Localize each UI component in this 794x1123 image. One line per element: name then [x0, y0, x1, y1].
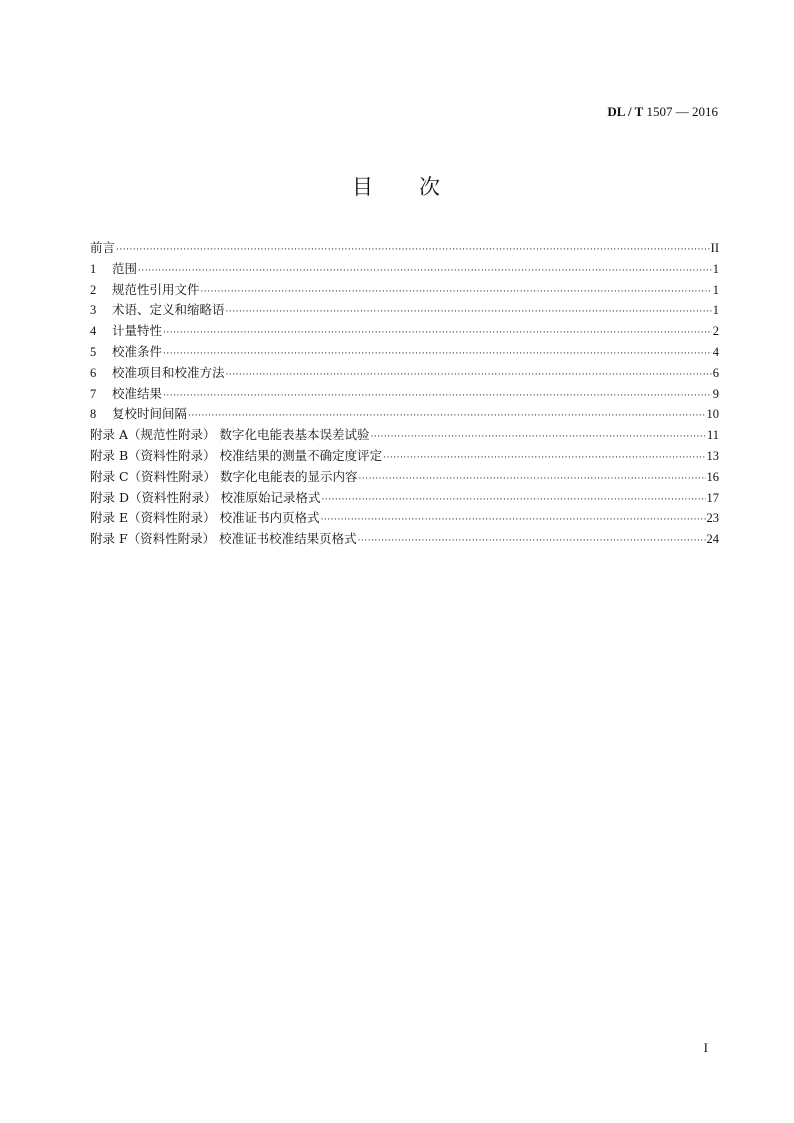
toc-entry[interactable] — [90, 508, 719, 529]
toc-dot-leader — [116, 245, 710, 255]
toc-entry-label: 附录 D（资料性附录） 校准原始记录格式 — [90, 489, 321, 505]
toc-entry[interactable] — [90, 321, 719, 342]
toc-entry[interactable] — [90, 342, 719, 363]
standard-code-number: 1507 — 2016 — [643, 104, 718, 119]
toc-entry-page: 6 — [712, 365, 719, 380]
toc-entry[interactable] — [90, 363, 719, 384]
toc-dot-leader — [321, 495, 705, 505]
toc-entry-page: 1 — [712, 303, 719, 318]
toc-entry-number: 3 — [90, 303, 97, 318]
toc-dot-leader — [370, 432, 705, 442]
toc-entry-label: 计量特性 — [112, 323, 163, 339]
toc-entry-label: 附录 C（资料性附录） 数字化电能表的显示内容 — [90, 468, 358, 484]
toc-entry-label: 附录 A（规范性附录） 数字化电能表基本误差试验 — [90, 427, 370, 443]
toc-entry-page: II — [710, 241, 719, 255]
toc-entry-number: 8 — [90, 407, 97, 422]
toc-entry[interactable] — [90, 300, 719, 321]
toc-dot-leader — [383, 453, 705, 463]
title-char-1: 目 — [352, 175, 375, 199]
toc-entry-label: 前言 — [90, 240, 116, 255]
toc-entry-number: 6 — [90, 365, 97, 380]
toc-dot-leader — [188, 411, 705, 421]
toc-entry-label: 校准结果 — [112, 385, 163, 401]
toc-dot-leader — [163, 391, 712, 401]
toc-entry-label: 校准项目和校准方法 — [112, 364, 225, 380]
standard-code — [607, 104, 718, 120]
toc-entry[interactable] — [90, 467, 719, 488]
standard-code-prefix: DL / T — [607, 104, 644, 119]
toc-dot-leader — [201, 287, 712, 297]
toc-entry[interactable] — [90, 238, 719, 259]
toc-entry[interactable] — [90, 384, 719, 405]
toc-entry[interactable] — [90, 259, 719, 280]
toc-entry-number: 2 — [90, 282, 97, 297]
toc-dot-leader — [138, 266, 712, 276]
toc-entry[interactable] — [90, 488, 719, 509]
toc-entry-page: 16 — [706, 469, 719, 484]
toc-entry[interactable] — [90, 425, 719, 446]
toc-entry-page: 1 — [712, 261, 719, 276]
toc-entry[interactable] — [90, 529, 719, 550]
toc-entry-number: 1 — [90, 261, 97, 276]
toc-entry-label: 规范性引用文件 — [112, 281, 200, 297]
toc-dot-leader — [321, 515, 706, 525]
toc-dot-leader — [226, 370, 712, 380]
toc-dot-leader — [358, 536, 706, 546]
toc-entry[interactable] — [90, 280, 719, 301]
toc-entry-label: 校准条件 — [112, 343, 163, 359]
toc-entry-page: 13 — [706, 448, 719, 463]
title-char-2: 次 — [419, 175, 442, 199]
toc-entry-page: 23 — [706, 511, 719, 526]
toc-entry-page: 24 — [706, 532, 719, 547]
toc-entry-number: 4 — [90, 324, 97, 339]
toc-entry-page: 17 — [706, 490, 719, 505]
toc-entry-label: 范围 — [112, 260, 138, 276]
toc-dot-leader — [163, 349, 712, 359]
toc-entry-page: 9 — [712, 386, 719, 401]
toc-entry-page: 11 — [706, 428, 719, 443]
page-title — [0, 171, 794, 201]
toc-entry-label: 附录 E（资料性附录） 校准证书内页格式 — [90, 510, 320, 526]
toc-dot-leader — [359, 474, 706, 484]
toc-entry-label: 术语、定义和缩略语 — [112, 302, 225, 318]
toc-entry-number: 5 — [90, 344, 97, 359]
toc-entry-label: 附录 B（资料性附录） 校准结果的测量不确定度评定 — [90, 447, 383, 463]
toc-entry-page: 2 — [712, 324, 719, 339]
toc-entry[interactable] — [90, 446, 719, 467]
page-number: I — [703, 1040, 708, 1055]
toc-entry-number: 7 — [90, 386, 97, 401]
toc-entry-page: 1 — [712, 282, 719, 297]
toc-entry-label: 附录 F（资料性附录） 校准证书校准结果页格式 — [90, 531, 357, 547]
toc-entry-page: 4 — [712, 344, 719, 359]
toc-dot-leader — [226, 307, 712, 317]
toc-entry[interactable] — [90, 404, 719, 425]
toc-entry-label: 复校时间间隔 — [112, 406, 188, 422]
toc-dot-leader — [163, 328, 712, 338]
table-of-contents — [90, 238, 719, 550]
toc-entry-page: 10 — [706, 407, 719, 422]
